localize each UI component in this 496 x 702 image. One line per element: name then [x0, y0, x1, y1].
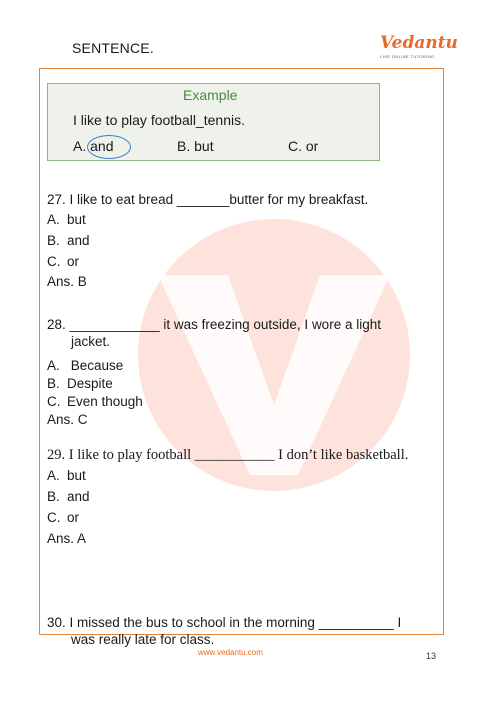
question-30-stem: 30. I missed the bus to school in the morning __________ I — [47, 615, 402, 630]
q27-option-b: B. and — [47, 233, 90, 248]
q29-option-b: B. and — [47, 489, 90, 504]
q27-option-a: A. but — [47, 212, 86, 227]
q29-answer: Ans. A — [47, 531, 87, 546]
example-option-b: B. but — [177, 138, 214, 154]
vedantu-logo — [380, 33, 458, 64]
logo-tagline: LIVE ONLINE TUTORING — [380, 54, 435, 59]
logo-name: Vedantu — [380, 33, 458, 53]
example-sentence: I like to play football_tennis. — [73, 112, 245, 128]
q29-option-a: A. but — [47, 468, 86, 483]
q28-option-b: B. Despite — [47, 376, 113, 391]
q27-option-c: C. or — [47, 254, 80, 269]
page-number: 13 — [426, 651, 437, 661]
q28-option-a: A. Because — [47, 358, 124, 373]
section-header: SENTENCE. — [72, 40, 154, 56]
example-option-c: C. or — [288, 138, 319, 154]
q28-option-c: C. Even though — [47, 394, 143, 409]
example-title: Example — [183, 87, 238, 103]
q29-option-c: C. or — [47, 510, 80, 525]
example-option-a: A. and — [73, 138, 114, 154]
question-27-stem: 27. I like to eat bread _______butter for my breakfast. — [47, 192, 369, 207]
footer-url[interactable]: www.vedantu.com — [198, 648, 263, 657]
answer-circle-mark — [87, 135, 131, 159]
question-29-stem: 29. I like to play football ___________ I don’t like basketball. — [47, 447, 409, 463]
q28-answer: Ans. C — [47, 412, 88, 427]
question-28-stem-cont: jacket. — [71, 334, 111, 349]
question-30-stem-cont: was really late for class. — [71, 632, 215, 647]
question-28-stem: 28. ____________ it was freezing outside, I wore a light — [47, 317, 381, 332]
q27-answer: Ans. B — [47, 274, 87, 289]
